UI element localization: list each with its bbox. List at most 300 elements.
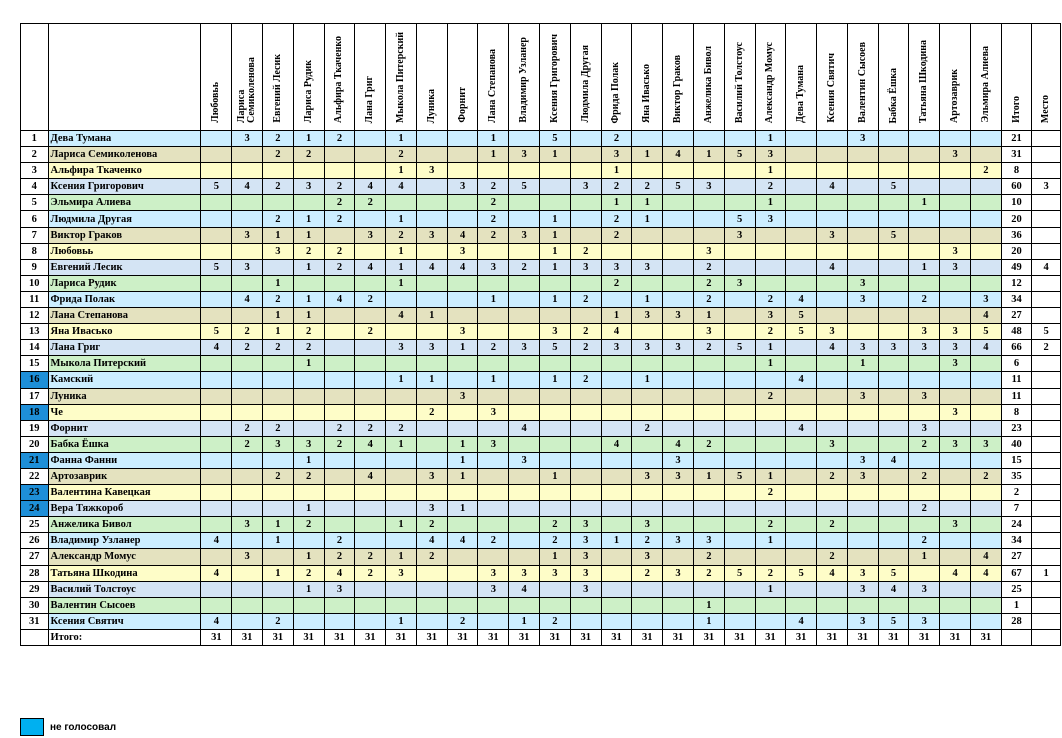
score-cell [940,163,971,179]
score-cell: 2 [601,179,632,195]
legend [20,718,116,736]
row-place [1032,131,1061,147]
header-name-cell [48,24,201,131]
score-cell: 3 [940,147,971,163]
score-cell [663,195,694,211]
row-total: 6 [1001,356,1032,372]
score-cell: 4 [324,565,355,581]
score-cell: 4 [324,291,355,307]
score-cell: 4 [786,372,817,388]
score-cell [232,372,263,388]
score-cell: 2 [632,179,663,195]
score-cell [263,485,294,501]
score-cell [878,195,909,211]
score-cell: 1 [478,147,509,163]
score-cell: 3 [570,533,601,549]
score-cell [663,597,694,613]
total-value: 31 [940,629,971,645]
score-cell: 3 [940,324,971,340]
score-cell: 1 [909,259,940,275]
score-cell: 4 [817,259,848,275]
score-cell: 3 [509,565,540,581]
table-row [21,517,1061,533]
score-cell [817,452,848,468]
score-cell [970,211,1001,227]
row-total: 11 [1001,388,1032,404]
author-name: Лана Григ [48,340,201,356]
score-cell [693,163,724,179]
score-cell [970,613,1001,629]
score-cell [847,485,878,501]
score-cell [509,211,540,227]
score-cell: 5 [724,211,755,227]
score-cell [786,179,817,195]
score-cell [970,452,1001,468]
score-cell [601,372,632,388]
score-cell [878,404,909,420]
score-cell: 2 [232,420,263,436]
score-cell: 3 [509,147,540,163]
score-cell [540,163,571,179]
total-value: 31 [201,629,232,645]
score-cell [324,324,355,340]
score-cell [324,452,355,468]
score-cell: 3 [632,517,663,533]
score-cell: 5 [724,468,755,484]
score-cell [786,533,817,549]
score-cell [386,468,417,484]
score-cell: 1 [540,468,571,484]
score-cell [540,275,571,291]
score-cell: 4 [970,340,1001,356]
author-name: Лана Степанова [48,308,201,324]
voter-header [232,24,263,131]
score-cell [540,501,571,517]
score-cell: 3 [447,388,478,404]
row-number: 31 [21,613,49,629]
score-cell: 2 [601,131,632,147]
score-cell [478,485,509,501]
score-cell: 4 [878,581,909,597]
score-cell [693,404,724,420]
score-cell [509,163,540,179]
author-name: Форнит [48,420,201,436]
score-cell: 5 [878,179,909,195]
score-cell: 1 [293,356,324,372]
score-cell [386,388,417,404]
score-cell: 2 [817,517,848,533]
total-value: 31 [570,629,601,645]
score-cell: 3 [293,436,324,452]
score-cell: 2 [755,388,786,404]
score-cell: 4 [601,324,632,340]
total-value: 31 [724,629,755,645]
score-cell [416,179,447,195]
score-cell [416,275,447,291]
voter-header-label: Татьяна Шкодина [918,40,930,123]
score-cell [232,243,263,259]
score-cell [447,131,478,147]
score-cell: 3 [847,388,878,404]
score-cell [755,420,786,436]
score-cell: 4 [386,308,417,324]
score-cell [878,243,909,259]
score-cell: 3 [509,340,540,356]
score-cell: 1 [386,163,417,179]
score-cell [970,243,1001,259]
score-cell [940,533,971,549]
score-cell: 2 [478,195,509,211]
voter-header [324,24,355,131]
score-cell [478,324,509,340]
row-place [1032,485,1061,501]
row-total: 15 [1001,452,1032,468]
score-cell [355,340,386,356]
score-cell: 5 [786,324,817,340]
score-cell [232,211,263,227]
score-cell: 2 [909,468,940,484]
score-cell [355,581,386,597]
score-cell: 1 [386,517,417,533]
score-cell [878,468,909,484]
row-total: 20 [1001,211,1032,227]
score-cell [786,501,817,517]
score-cell [878,356,909,372]
row-number: 26 [21,533,49,549]
score-cell [232,163,263,179]
score-cell [355,388,386,404]
score-cell [416,436,447,452]
score-cell: 3 [632,468,663,484]
score-cell: 2 [355,565,386,581]
row-number: 22 [21,468,49,484]
score-cell [693,227,724,243]
author-name: Александр Момус [48,549,201,565]
score-cell [386,597,417,613]
score-cell: 1 [263,227,294,243]
score-cell [755,452,786,468]
score-cell: 3 [232,259,263,275]
score-cell: 3 [632,549,663,565]
score-cell [355,356,386,372]
score-cell [724,517,755,533]
table-row [21,420,1061,436]
score-cell [878,211,909,227]
row-total: 23 [1001,420,1032,436]
score-cell: 2 [909,501,940,517]
score-cell [201,227,232,243]
score-cell: 1 [909,549,940,565]
score-cell [447,308,478,324]
score-cell [755,436,786,452]
score-cell [293,388,324,404]
score-cell [509,275,540,291]
score-cell [570,131,601,147]
row-total: 7 [1001,501,1032,517]
row-number: 14 [21,340,49,356]
score-cell [786,468,817,484]
total-value: 31 [755,629,786,645]
score-cell: 3 [847,131,878,147]
score-cell [909,565,940,581]
table-row [21,211,1061,227]
score-cell [509,291,540,307]
score-cell [416,324,447,340]
row-number: 16 [21,372,49,388]
score-cell [632,227,663,243]
score-cell [570,388,601,404]
score-cell [540,581,571,597]
score-cell [232,308,263,324]
score-cell: 2 [570,340,601,356]
row-number: 15 [21,356,49,372]
total-value: 31 [509,629,540,645]
score-cell: 3 [909,613,940,629]
score-cell [447,549,478,565]
score-cell [416,195,447,211]
row-number: 9 [21,259,49,275]
score-cell: 4 [447,259,478,275]
score-cell: 1 [447,501,478,517]
score-cell [786,243,817,259]
score-cell [601,597,632,613]
score-cell: 5 [724,147,755,163]
score-cell: 3 [847,581,878,597]
score-cell: 1 [755,163,786,179]
row-place: 5 [1032,324,1061,340]
voter-header-label: Эльмира Алиева [979,46,991,123]
score-cell [509,485,540,501]
score-cell: 1 [632,211,663,227]
score-cell: 2 [293,565,324,581]
total-value: 31 [447,629,478,645]
score-cell [601,485,632,501]
total-value: 31 [416,629,447,645]
voter-header [447,24,478,131]
score-cell [632,243,663,259]
score-cell: 2 [570,372,601,388]
total-value: 31 [693,629,724,645]
score-cell [970,195,1001,211]
score-cell [509,468,540,484]
score-cell [693,581,724,597]
score-cell: 3 [817,324,848,340]
total-value: 31 [663,629,694,645]
score-cell [355,211,386,227]
row-total: 10 [1001,195,1032,211]
score-cell [509,243,540,259]
score-cell: 3 [447,179,478,195]
score-cell: 1 [632,372,663,388]
score-cell [817,420,848,436]
score-cell [909,597,940,613]
score-cell [386,485,417,501]
row-place [1032,613,1061,629]
row-place [1032,549,1061,565]
table-row [21,340,1061,356]
score-cell: 3 [940,243,971,259]
row-number: 6 [21,211,49,227]
score-cell: 3 [693,533,724,549]
row-number: 25 [21,517,49,533]
score-cell [663,356,694,372]
score-cell [817,131,848,147]
score-cell: 3 [478,436,509,452]
score-cell [755,227,786,243]
score-cell [232,565,263,581]
score-cell [724,131,755,147]
row-place [1032,195,1061,211]
table-row [21,163,1061,179]
score-cell [817,388,848,404]
score-cell [817,613,848,629]
score-cell [847,549,878,565]
score-cell [447,291,478,307]
table-row [21,324,1061,340]
score-cell: 4 [386,179,417,195]
score-cell [447,275,478,291]
score-cell [570,420,601,436]
score-cell [878,436,909,452]
score-cell: 2 [293,517,324,533]
score-cell [355,597,386,613]
score-cell [324,163,355,179]
score-cell [632,485,663,501]
score-cell [509,436,540,452]
score-cell [447,404,478,420]
score-cell: 1 [293,549,324,565]
total-value: 31 [970,629,1001,645]
score-cell [755,549,786,565]
voter-header-label: Мыкола Питерский [395,31,407,123]
place-header [1032,24,1061,131]
voter-header-label: Ксения Григорович [548,34,560,123]
score-cell [540,388,571,404]
score-cell [263,163,294,179]
score-cell [847,533,878,549]
score-cell: 5 [540,340,571,356]
score-cell [324,147,355,163]
score-cell [940,211,971,227]
legend-label: не голосовал [50,721,117,733]
score-cell [878,163,909,179]
voter-header-label: Анжелика Бивол [702,45,714,123]
voter-header-label: Лана Григ [364,75,376,123]
score-cell [293,597,324,613]
voter-header [970,24,1001,131]
score-cell [201,275,232,291]
score-cell [724,581,755,597]
score-cell [632,163,663,179]
table-row [21,147,1061,163]
row-number: 21 [21,452,49,468]
score-cell [324,372,355,388]
author-name: Людмила Другая [48,211,201,227]
voter-header-label: Луника [425,88,437,123]
score-cell [416,243,447,259]
score-cell: 3 [663,308,694,324]
score-cell: 4 [878,452,909,468]
score-cell [878,485,909,501]
score-cell: 2 [509,259,540,275]
score-cell [847,404,878,420]
score-cell [970,388,1001,404]
score-cell: 3 [540,324,571,340]
score-cell [355,613,386,629]
score-cell: 4 [817,179,848,195]
score-cell [355,147,386,163]
voter-header-label: Форнит [456,87,468,123]
score-cell [416,597,447,613]
author-name: Альфира Ткаченко [48,163,201,179]
score-cell [416,565,447,581]
score-cell: 2 [909,533,940,549]
score-cell: 3 [847,340,878,356]
score-cell [386,195,417,211]
score-cell: 2 [755,565,786,581]
score-cell: 1 [601,163,632,179]
score-cell [386,452,417,468]
score-cell [663,227,694,243]
score-cell [909,147,940,163]
score-cell [693,372,724,388]
score-cell [878,597,909,613]
author-name: Дева Тумана [48,131,201,147]
score-cell: 4 [817,565,848,581]
score-cell [724,436,755,452]
score-cell [940,468,971,484]
score-cell [817,372,848,388]
score-cell [478,243,509,259]
header-num-cell [21,24,49,131]
score-cell [324,356,355,372]
score-cell [232,195,263,211]
score-cell: 2 [601,275,632,291]
score-cell [416,211,447,227]
row-place [1032,501,1061,517]
score-cell [847,517,878,533]
total-value: 31 [601,629,632,645]
score-cell: 3 [970,291,1001,307]
voter-header [878,24,909,131]
voter-header [940,24,971,131]
score-cell [416,420,447,436]
score-cell [786,259,817,275]
score-cell [416,613,447,629]
score-cell: 1 [263,324,294,340]
row-total: 35 [1001,468,1032,484]
score-cell [632,356,663,372]
score-cell [909,179,940,195]
score-cell: 3 [940,340,971,356]
score-cell: 5 [724,565,755,581]
row-total: 27 [1001,549,1032,565]
score-cell [355,131,386,147]
row-place: 2 [1032,340,1061,356]
score-cell [755,613,786,629]
score-cell: 2 [263,131,294,147]
score-cell [909,163,940,179]
voter-header [263,24,294,131]
score-cell: 2 [324,420,355,436]
score-cell [940,227,971,243]
row-number: 11 [21,291,49,307]
row-place [1032,468,1061,484]
score-cell [293,163,324,179]
score-cell [201,549,232,565]
score-cell [447,356,478,372]
score-cell [786,195,817,211]
